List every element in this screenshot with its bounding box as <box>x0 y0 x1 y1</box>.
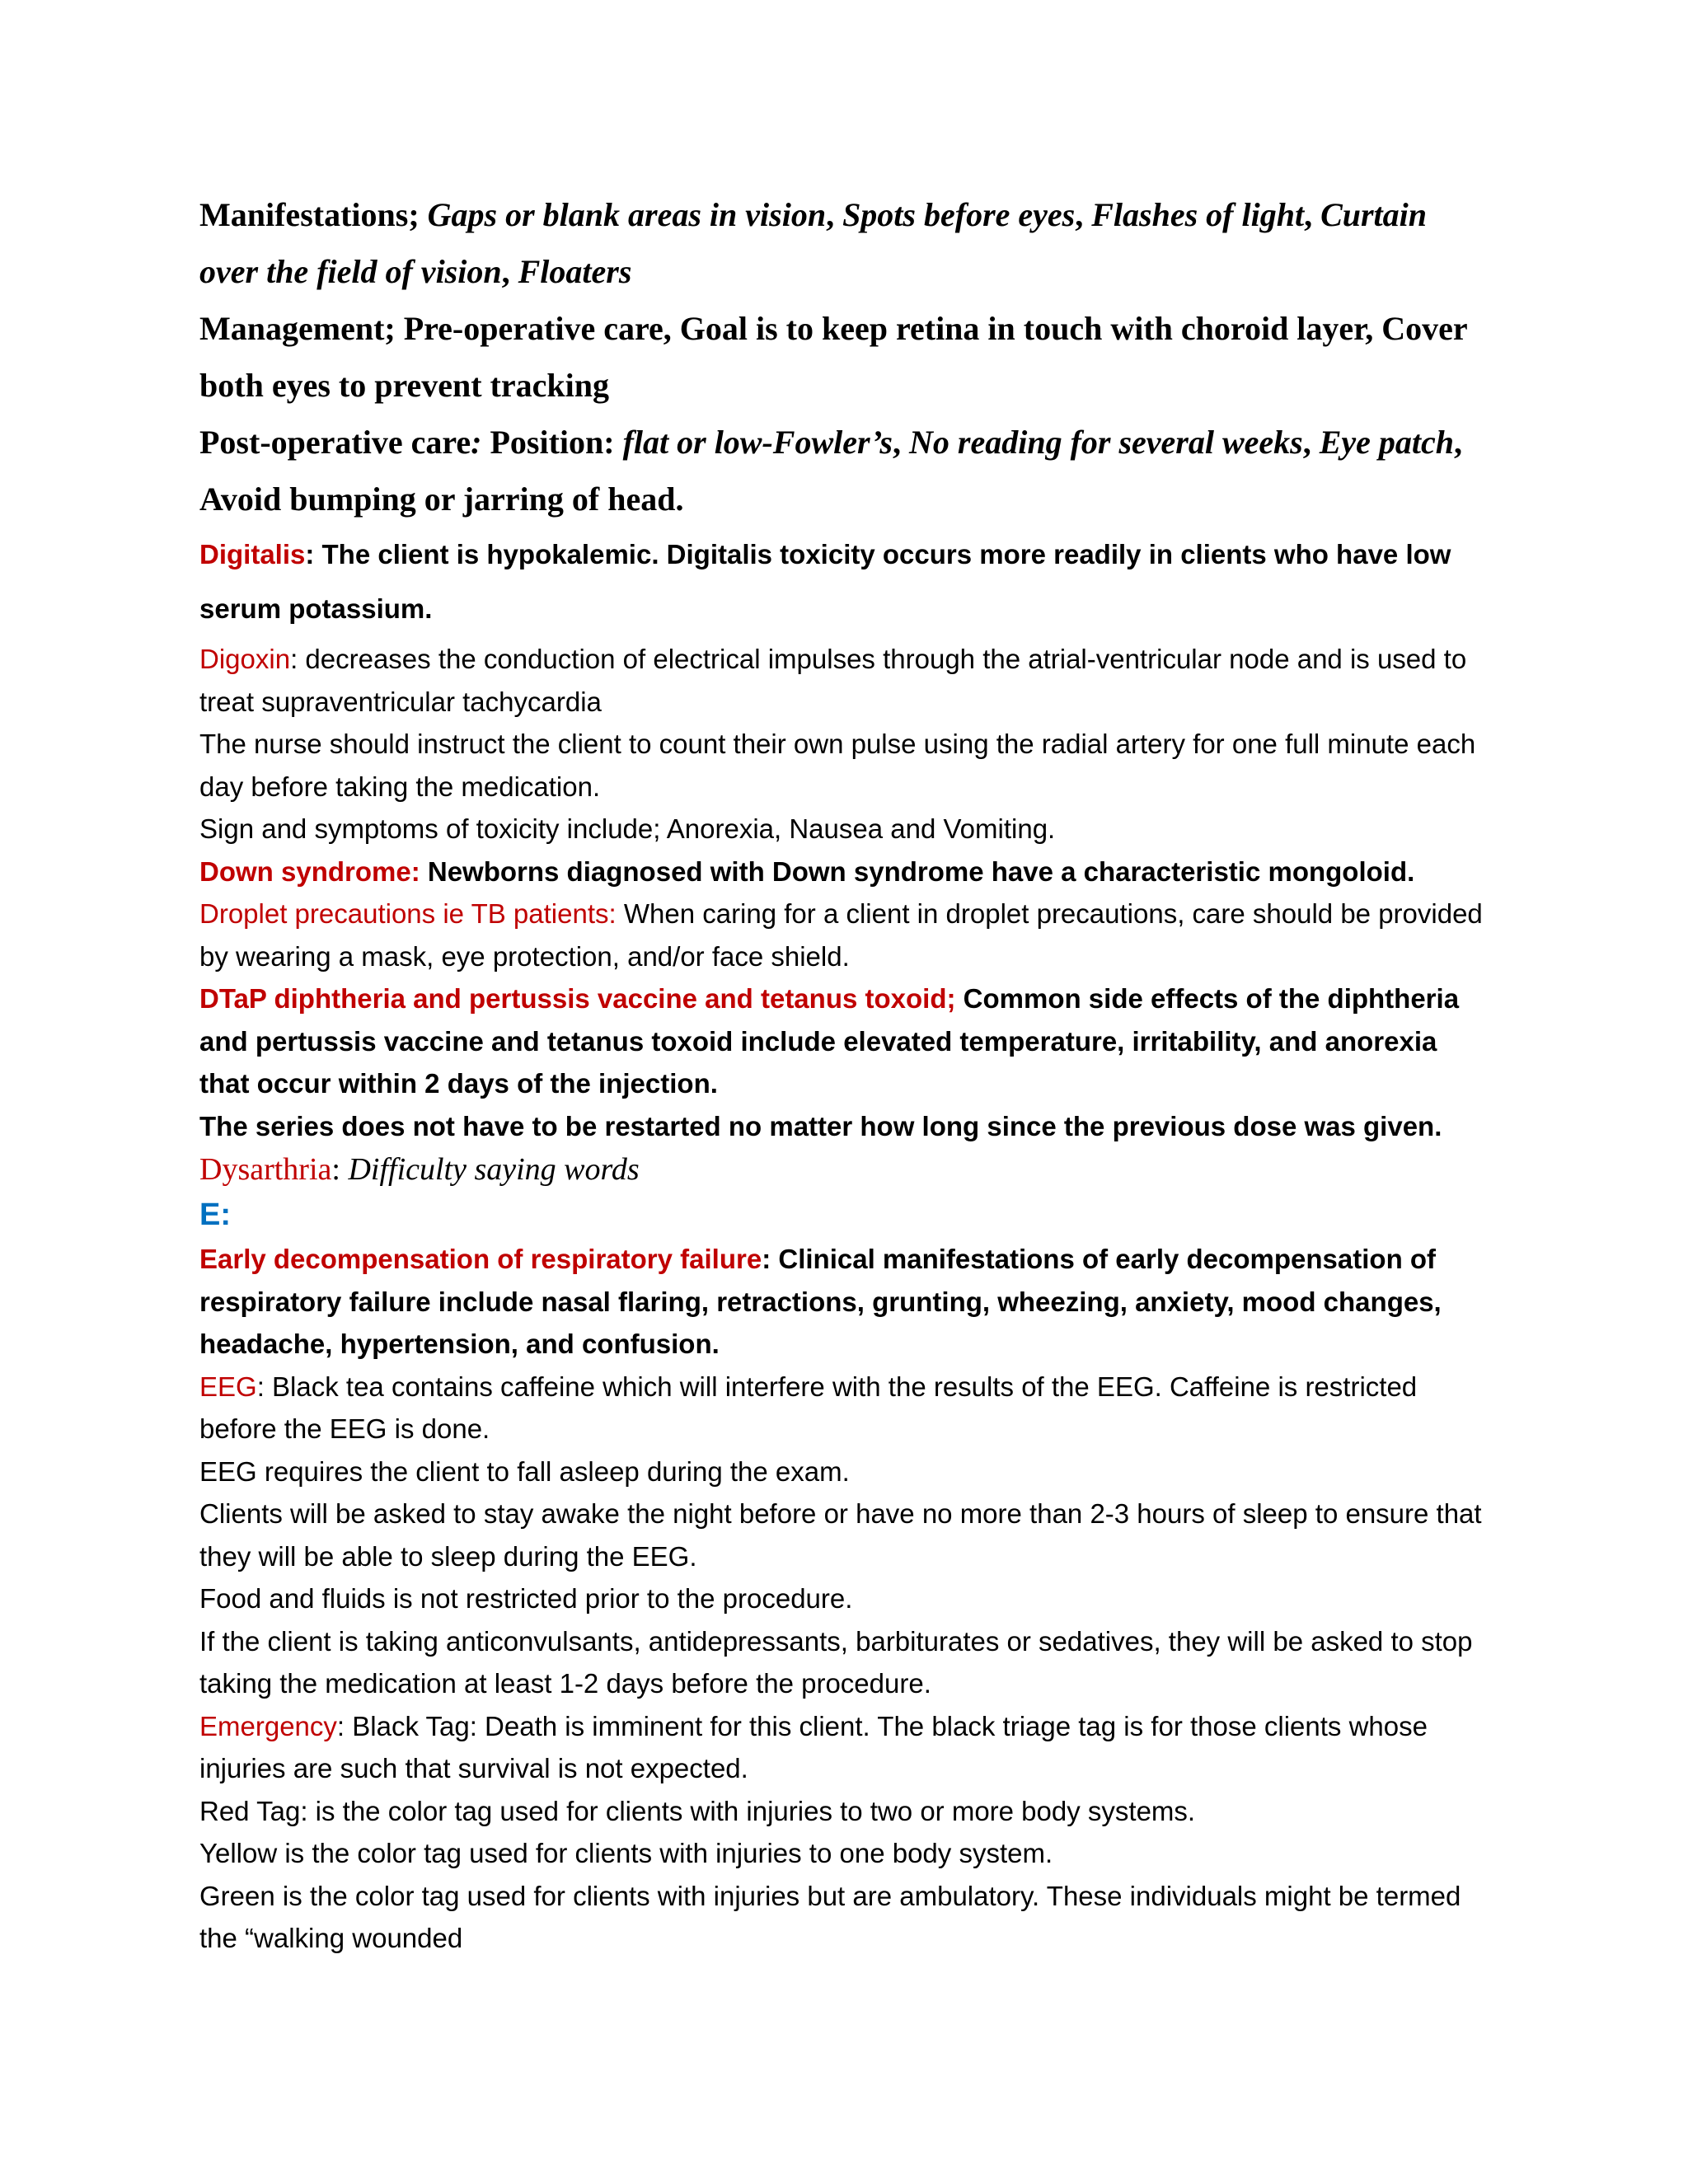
digitalis-term: Digitalis <box>199 539 306 569</box>
triage-yellow-tag: Yellow is the color tag used for clients with injuries to one body system. <box>199 1838 1053 1868</box>
early-decompensation-text: : Clinical manifestations of early decompensation of respiratory failure include nasal flaring, retractions, grunting, wheezing, anxiety, mood changes, headache, hypertension, and confusion. <box>199 1244 1442 1359</box>
emergency-entry <box>199 1705 1493 1790</box>
digoxin-term: Digoxin <box>199 644 291 674</box>
separator: , <box>826 196 843 233</box>
emergency-text: : Black Tag: Death is imminent for this client. The black triage tag is for those clients whose injuries are such that survival is not expected. <box>199 1710 1428 1783</box>
down-syndrome-text: Newborns diagnosed with Down syndrome have a characteristic mongoloid. <box>420 855 1415 887</box>
position-label: Position: <box>490 424 623 461</box>
digoxin-toxicity-note: Sign and symptoms of toxicity include; Anorexia, Nausea and Vomiting. <box>199 813 1056 844</box>
separator: , <box>1075 196 1092 233</box>
triage-green-tag: Green is the color tag used for clients with injuries but are ambulatory. These individuals might be termed the “walking wounded <box>199 1880 1461 1953</box>
dtap-entry <box>199 977 1493 1105</box>
digitalis-text: : The client is hypokalemic. Digitalis toxicity occurs more readily in clients who have low serum potassium. <box>199 539 1451 624</box>
postop-position: flat or low-Fowler’s <box>622 424 893 461</box>
manifestation-spots: Spots before eyes <box>842 196 1076 233</box>
separator: , <box>501 253 518 290</box>
manifestation-gaps: Gaps or blank areas in vision <box>427 196 827 233</box>
separator: , <box>1302 424 1320 461</box>
dysarthria-text: Difficulty saying words <box>348 1152 640 1187</box>
postop-label: Post-operative care <box>199 424 471 461</box>
separator: , <box>893 424 909 461</box>
manifestations-paragraph <box>199 186 1493 300</box>
postop-avoid-bumping: Avoid bumping or jarring of head. <box>199 480 684 518</box>
digoxin-pulse-note: The nurse should instruct the client to count their own pulse using the radial artery for one full minute each day before taking the medication. <box>199 729 1476 802</box>
digoxin-entry <box>199 638 1493 723</box>
document-page <box>199 186 1493 1960</box>
eeg-note: Clients will be asked to stay awake the night before or have no more than 2-3 hours of sleep to ensure that they will be able to sleep during the EEG. <box>199 1498 1482 1572</box>
postop-no-reading: No reading for several weeks <box>909 424 1303 461</box>
down-syndrome-term: Down syndrome: <box>199 855 420 887</box>
eeg-note: If the client is taking anticonvulsants, antidepressants, barbiturates or sedatives, they will be asked to stop taking the medication at least 1-2 days before the procedure. <box>199 1625 1473 1699</box>
dysarthria-term: Dysarthria <box>199 1152 332 1187</box>
postop-colon: : <box>471 424 490 461</box>
down-syndrome-entry <box>199 851 1493 893</box>
early-decompensation-term: Early decompensation of respiratory failure <box>199 1244 762 1274</box>
dtap-text: Common side effects of the diphtheria and pertussis vaccine and tetanus toxoid include elevated temperature, irritability, and anorexia that occur within 2 days of the injection. <box>199 983 1460 1099</box>
separator: , <box>1454 424 1463 461</box>
postop-eye-patch: Eye patch <box>1319 424 1455 461</box>
droplet-term: Droplet precautions ie TB patients: <box>199 898 617 929</box>
digitalis-entry <box>199 527 1493 636</box>
dysarthria-colon: : <box>331 1152 349 1187</box>
eeg-term: EEG <box>199 1371 257 1402</box>
eeg-text: : Black tea contains caffeine which will interfere with the results of the EEG. Caffeine is restricted before the EEG is done. <box>199 1371 1418 1444</box>
management-paragraph: Management; Pre-operative care, Goal is to keep retina in touch with choroid layer, Cover both eyes to prevent tracking <box>199 310 1467 404</box>
triage-red-tag: Red Tag: is the color tag used for clients with injuries to two or more body systems. <box>199 1795 1196 1826</box>
droplet-entry <box>199 893 1493 977</box>
letter-e-heading: E: <box>199 1197 231 1232</box>
eeg-note: EEG requires the client to fall asleep during the exam. <box>199 1455 850 1487</box>
manifestations-label: Manifestations; <box>199 196 428 233</box>
dtap-term: DTaP diphtheria and pertussis vaccine and tetanus toxoid; <box>199 983 956 1014</box>
dtap-series-note: The series does not have to be restarted no matter how long since the previous dose was given. <box>199 1110 1442 1141</box>
manifestation-flashes: Flashes of light <box>1091 196 1305 233</box>
manifestation-floaters: Floaters <box>518 253 632 290</box>
eeg-note: Food and fluids is not restricted prior to the procedure. <box>199 1583 853 1614</box>
manifestation-curtain: Curtain over the field of vision <box>199 196 1428 290</box>
postop-paragraph <box>199 414 1493 527</box>
early-decompensation-entry <box>199 1238 1493 1366</box>
dysarthria-entry <box>199 1147 1493 1192</box>
droplet-text: When caring for a client in droplet precautions, care should be provided by wearing a mask, eye protection, and/or face shield. <box>199 898 1483 972</box>
eeg-entry <box>199 1366 1493 1451</box>
digoxin-text: : decreases the conduction of electrical impulses through the atrial-ventricular node and is used to treat supraventricular tachycardia <box>199 644 1467 717</box>
separator: , <box>1304 196 1321 233</box>
emergency-term: Emergency <box>199 1710 337 1741</box>
